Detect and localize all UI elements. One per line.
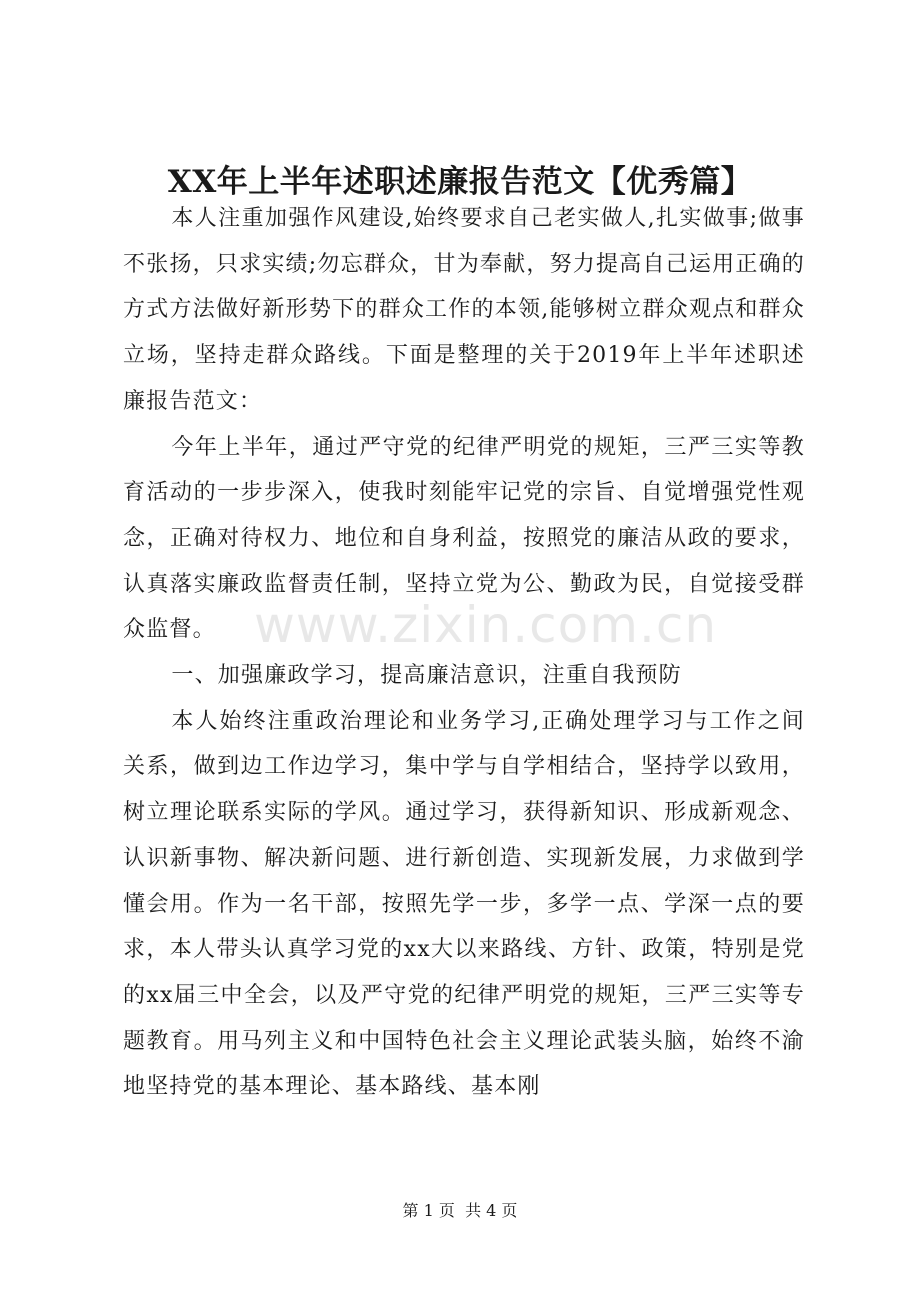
page-footer [0, 1200, 920, 1222]
document-title: XX年上半年述职述廉报告范文【优秀篇】 [167, 164, 753, 200]
document-body [123, 196, 805, 1110]
watermark-text: www.zixin.com.cn [254, 596, 718, 654]
paragraph-study: 本人始终注重政治理论和业务学习,正确处理学习与工作之间关系，做到边工作边学习，集中学与自学相结合，坚持学以致用，树立理论联系实际的学风。通过学习，获得新知识、形成新观念、认识新事物、解决新问题、进行新创造、实现新发展，力求做到学懂会用。作为一名干部，按照先学一步，多学一点、学深一点的要求，本人带头认真学习党的xx大以来路线、方针、政策，特别是党的xx届三中全会，以及严守党的纪律严明党的规矩，三严三实等专题教育。用马列主义和中国特色社会主义理论武装头脑，始终不渝地坚持党的基本理论、基本路线、基本刚 [123, 708, 805, 1100]
paragraph-summary: 今年上半年，通过严守党的纪律严明党的规矩，三严三实等教育活动的一步步深入，使我时刻能牢记党的宗旨、自觉增强党性观念，正确对待权力、地位和自身利益，按照党的廉洁从政的要求，认真落实廉政监督责任制，坚持立党为公、勤政为民，自觉接受群众监督。 [123, 434, 805, 643]
total-pages-label: 共 4 页 [465, 1201, 518, 1220]
paragraph-intro: 本人注重加强作风建设,始终要求自己老实做人,扎实做事;做事不张扬，只求实绩;勿忘群众，甘为奉献，努力提高自己运用正确的方式方法做好新形势下的群众工作的本领,能够树立群众观点和群众立场，坚持走群众路线。下面是整理的关于2019年上半年述职述廉报告范文： [123, 206, 805, 414]
page-number-label: 第 1 页 [402, 1201, 455, 1220]
section-heading-1: 一、加强廉政学习，提高廉洁意识，注重自我预防 [171, 663, 682, 689]
